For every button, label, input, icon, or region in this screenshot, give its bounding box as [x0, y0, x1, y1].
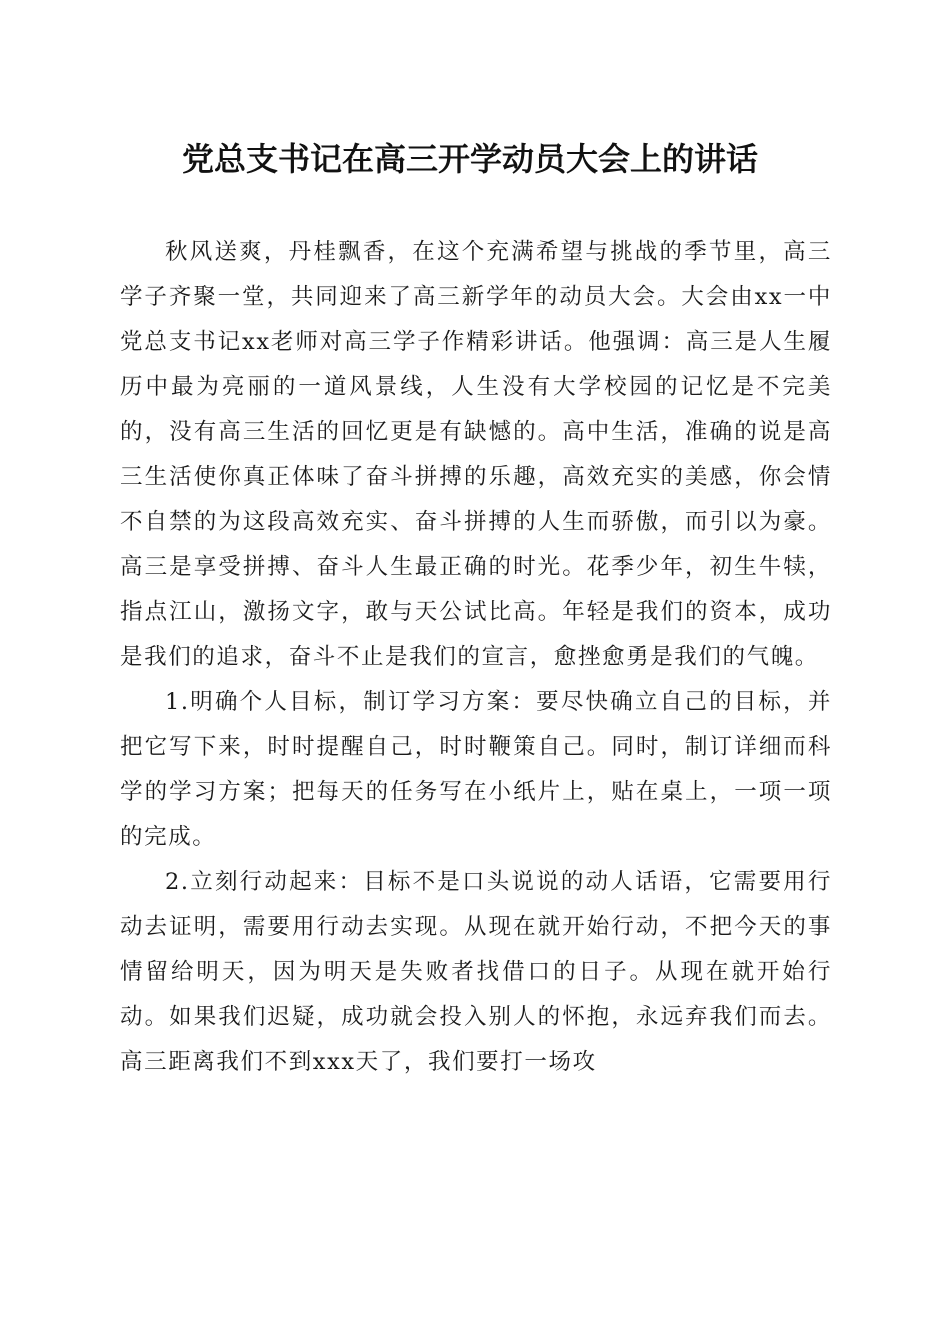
document-title: 党总支书记在高三开学动员大会上的讲话: [181, 140, 758, 178]
paragraph-point-2: 2.立刻行动起来：目标不是口头说说的动人话语，它需要用行动去证明，需要用行动去实现。从现在就开始行动，不把今天的事情留给明天，因为明天是失败者找借口的日子。从现在就开始行动。如果我们迟疑，成功就会投入别人的怀抱，永远弃我们而去。高三距离我们不到xxx天了，我们要打一场攻: [120, 869, 832, 1075]
paragraph-point-1: 1.明确个人目标，制订学习方案：要尽快确立自己的目标，并把它写下来，时时提醒自己，时时鞭策自己。同时，制订详细而科学的学习方案；把每天的任务写在小纸片上，贴在桌上，一项一项的完成。: [120, 689, 832, 850]
document-body: [120, 230, 832, 1085]
paragraph-intro: 秋风送爽，丹桂飘香，在这个充满希望与挑战的季节里，高三学子齐聚一堂，共同迎来了高三新学年的动员大会。大会由xx一中党总支书记xx老师对高三学子作精彩讲话。他强调：高三是人生履历中最为亮丽的一道风景线，人生没有大学校园的记忆是不完美的，没有高三生活的回忆更是有缺憾的。高中生活，准确的说是高三生活使你真正体味了奋斗拼搏的乐趣，高效充实的美感，你会情不自禁的为这段高效充实、奋斗拼搏的人生而骄傲，而引以为豪。高三是享受拼搏、奋斗人生最正确的时光。花季少年，初生牛犊，指点江山，激扬文字，敢与天公试比高。年轻是我们的资本，成功是我们的追求，奋斗不止是我们的宣言，愈挫愈勇是我们的气魄。: [120, 239, 832, 670]
